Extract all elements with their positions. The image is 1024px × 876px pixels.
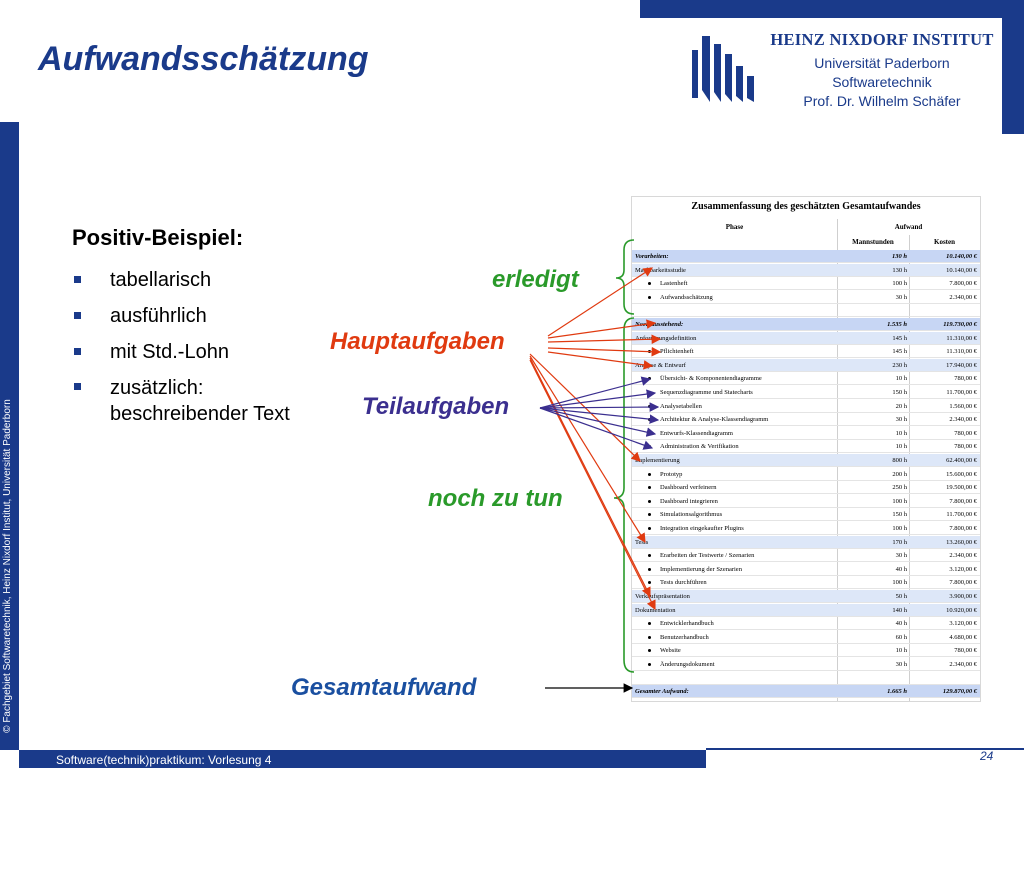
row-phase: Sequenzdiagramme und Statecharts [660,389,753,396]
row-phase: Implementierung [635,457,680,464]
row-hours: 10 h [895,375,907,383]
row-cost: 7.800,00 € [949,525,977,532]
row-hours: 130 h [892,266,907,274]
row-phase: Anforderungsdefinition [635,334,697,342]
table-title: Zusammenfassung des geschätzten Gesamtaufwandes [691,201,921,212]
row-phase: Simulationsalgorithmus [660,511,723,519]
row-hours: 130 h [892,253,907,260]
row-hours: 170 h [892,538,907,546]
bullet-item: mit Std.-Lohn [72,334,290,370]
label-erledigt: erledigt [492,266,579,293]
row-cost: 62.400,00 € [946,457,977,464]
row-cost: 7.800,00 € [949,280,977,288]
institute-professor: Prof. Dr. Wilhelm Schäfer [803,93,961,109]
footer-course-title: Software(technik)praktikum: Vorlesung 4 [56,753,272,767]
row-cost: 11.700,00 € [946,511,977,519]
row-phase: Vorarbeiten: [635,253,669,260]
label-gesamtaufwand: Gesamtaufwand [291,674,477,701]
row-phase: Gesamter Aufwand: [635,688,689,696]
row-phase: Übersicht- & Komponentendiagramme [660,375,762,383]
row-cost: 19.500,00 € [946,484,977,492]
row-hours: 10 h [895,647,907,655]
row-cost: 129.870,00 € [942,688,977,696]
row-phase: Dashboard integrieren [660,497,718,505]
row-phase: Dokumentation [635,606,676,614]
row-cost: 4.680,00 € [949,633,977,641]
row-phase: Verkaufspräsentation [635,593,690,600]
row-cost: 780,00 € [954,375,977,383]
row-phase: Tests [635,538,649,546]
page-number: 24 [980,749,994,763]
row-hours: 20 h [895,402,907,410]
row-cost: 10.140,00 € [946,266,977,274]
institute-department: Softwaretechnik [832,74,932,90]
row-hours: 150 h [892,389,907,396]
row-cost: 1.560,00 € [949,402,977,410]
row-hours: 800 h [892,457,907,464]
row-cost: 780,00 € [954,429,977,437]
row-phase: Integration eingekaufter Plugins [660,525,744,532]
row-hours: 30 h [895,552,907,560]
row-phase: Tests durchführen [660,579,707,587]
row-phase: Noch ausstehend: [635,321,684,328]
row-phase: Benutzerhandbuch [660,633,709,641]
row-cost: 11.310,00 € [946,348,977,356]
content-heading: Positiv-Beispiel: [72,225,244,250]
row-hours: 50 h [895,593,907,600]
row-phase: Administration & Verifikation [660,443,739,451]
row-cost: 15.600,00 € [946,470,977,478]
row-hours: 145 h [892,334,907,342]
sidebar-copyright-text: © Fachgebiet Softwaretechnik, Heinz Nixdorf Institut, Universität Paderborn [2,399,13,733]
row-hours: 140 h [892,606,907,614]
row-hours: 100 h [892,525,907,532]
row-hours: 1.665 h [887,688,907,696]
row-cost: 119.730,00 € [943,321,977,328]
row-hours: 40 h [895,620,907,628]
row-hours: 200 h [892,470,907,478]
row-phase: Analyse & Entwurf [635,361,686,369]
institute-name: HEINZ NIXDORF INSTITUT [770,30,994,49]
hauptaufgaben-arrows [530,268,660,609]
bullet-item: ausführlich [72,298,290,334]
row-hours: 60 h [895,633,907,641]
slide-title: Aufwandsschätzung [38,40,369,78]
row-cost: 3.900,00 € [949,593,977,600]
label-teilaufgaben: Teilaufgaben [362,393,510,420]
brace-erledigt-icon [616,240,634,314]
row-hours: 250 h [892,484,907,492]
row-hours: 230 h [892,361,907,369]
row-hours: 1.535 h [887,321,907,328]
row-hours: 10 h [895,443,907,451]
row-phase: Pflichtenheft [660,348,694,356]
row-phase: Änderungsdokument [660,661,715,668]
header-mannstunden: Mannstunden [852,238,894,246]
row-phase: Architektur & Analyse-Klassendiagramm [660,416,769,424]
row-cost: 3.120,00 € [949,620,977,628]
row-cost: 2.340,00 € [949,293,977,301]
row-phase: Prototyp [660,470,683,478]
row-hours: 30 h [895,661,907,668]
row-cost: 2.340,00 € [949,416,977,424]
row-hours: 150 h [892,511,907,519]
row-hours: 40 h [895,565,907,573]
label-hauptaufgaben: Hauptaufgaben [330,328,505,355]
row-phase: Erarbeiten der Testwerte / Szenarien [660,552,755,560]
row-cost: 11.700,00 € [946,389,977,396]
row-cost: 7.800,00 € [949,497,977,505]
row-hours: 10 h [895,429,907,437]
row-cost: 780,00 € [954,647,977,655]
header-aufwand: Aufwand [894,223,923,231]
row-hours: 145 h [892,348,907,356]
row-cost: 2.340,00 € [949,661,977,668]
row-cost: 7.800,00 € [949,579,977,587]
institute-university: Universität Paderborn [814,55,950,71]
row-cost: 13.260,00 € [946,538,977,546]
row-cost: 2.340,00 € [949,552,977,560]
row-cost: 780,00 € [954,443,977,451]
row-cost: 10.920,00 € [946,606,977,614]
row-cost: 10.140,00 € [946,253,977,260]
row-phase: Aufwandsschätzung [660,293,713,301]
header-phase: Phase [725,223,744,231]
footer-line [706,748,1024,750]
row-hours: 100 h [892,579,907,587]
row-phase: Website [660,647,681,655]
row-cost: 17.940,00 € [946,361,977,369]
row-phase: Analysetabellen [660,402,702,410]
bullet-item: zusätzlich: beschreibender Text [72,370,290,427]
row-hours: 30 h [895,293,907,301]
row-phase: Machbarkeitsstudie [635,266,686,274]
bullet-item: tabellarisch [72,262,290,298]
row-phase: Entwicklerhandbuch [660,620,714,628]
brace-noch-zu-tun-icon [614,318,634,672]
label-noch-zu-tun: noch zu tun [428,485,563,512]
row-cost: 3.120,00 € [949,565,977,573]
row-phase: Lastenheft [660,280,688,288]
header-kosten: Kosten [934,238,955,246]
row-phase: Dashboard verfeinern [660,484,717,492]
row-hours: 100 h [892,497,907,505]
row-phase: Entwurfs-Klassendiagramm [660,429,733,437]
row-hours: 30 h [895,416,907,424]
row-phase: Implementierung der Szenarien [660,565,742,573]
row-hours: 100 h [892,280,907,288]
row-cost: 11.310,00 € [946,334,977,342]
